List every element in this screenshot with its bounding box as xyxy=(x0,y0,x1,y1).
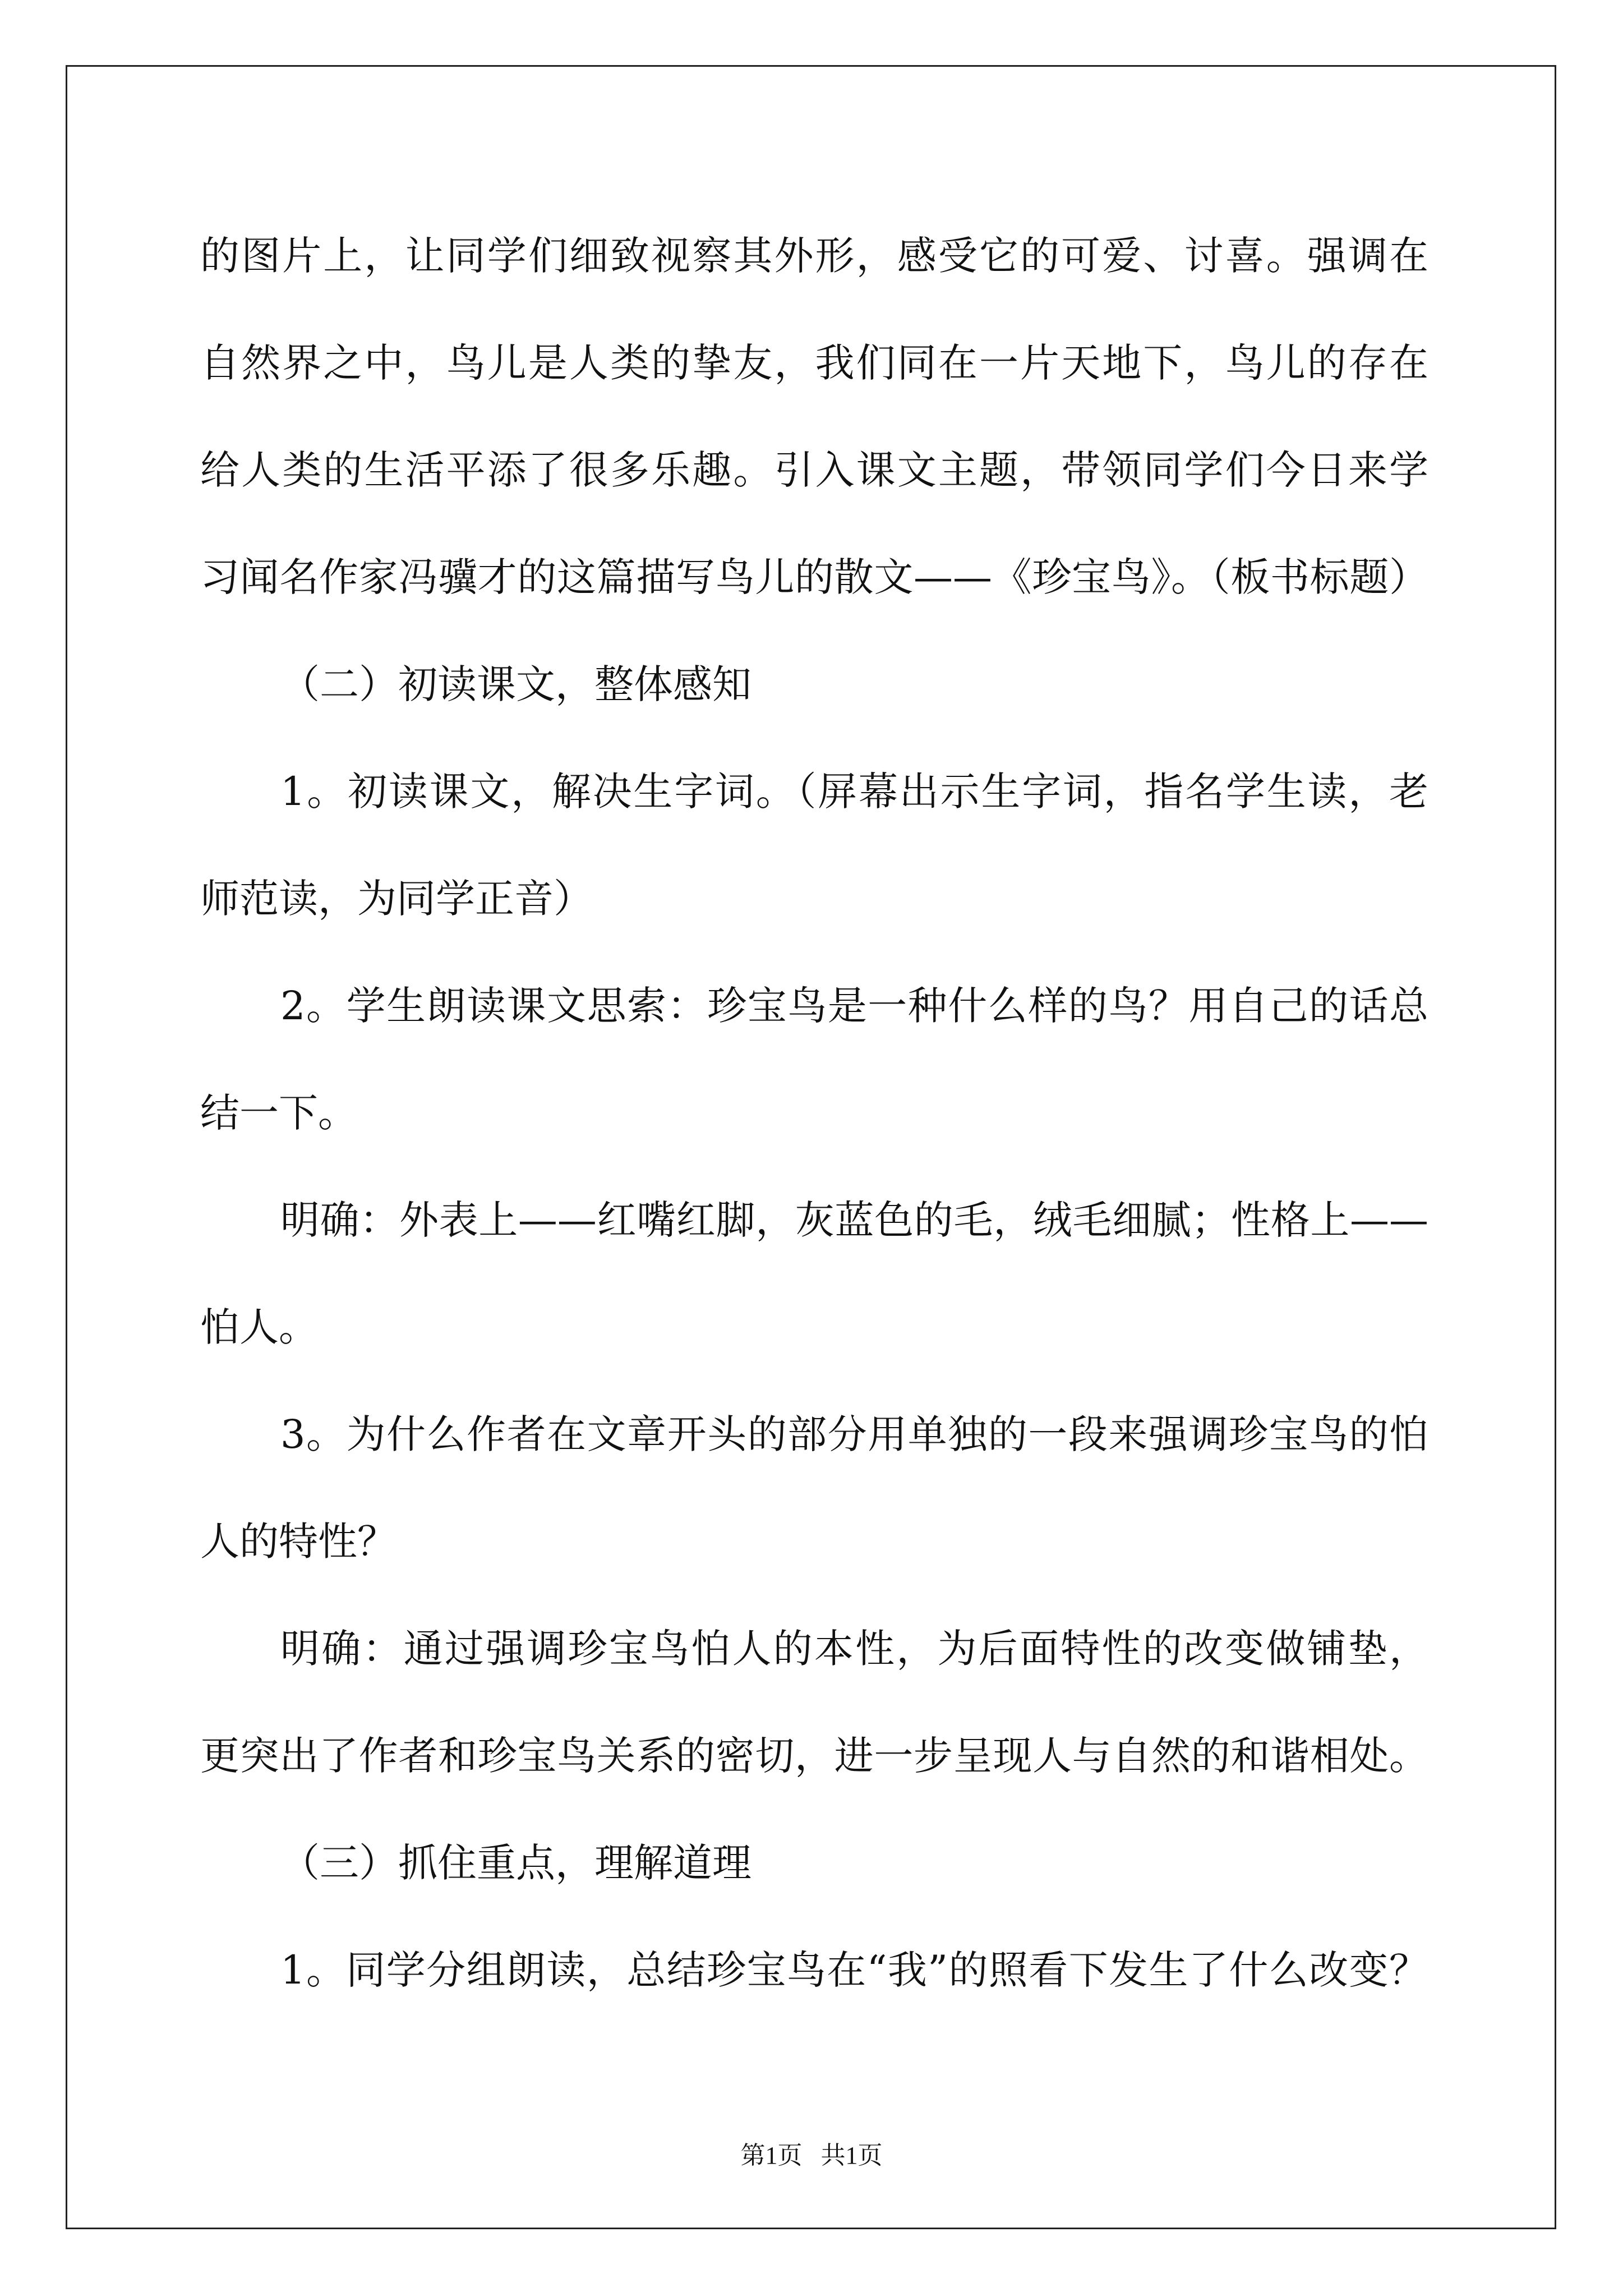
page-footer: 第1页 共1页 xyxy=(740,2142,883,2169)
body-line: 自然界之中，鸟儿是人类的挚友，我们同在一片天地下，鸟儿的存在 xyxy=(200,340,1428,386)
body-line: 更突出了作者和珍宝鸟关系的密切，进一步呈现人与自然的和谐相处。 xyxy=(200,1733,1428,1779)
body-line: 习闻名作家冯骥才的这篇描写鸟儿的散文——《珍宝鸟》。（板书标题） xyxy=(200,554,1428,600)
body-line: 人的特性？ xyxy=(200,1519,396,1565)
body-line: 1。同学分组朗读，总结珍宝鸟在“我”的照看下发生了什么改变？ xyxy=(280,1947,1428,1993)
body-line: 明确：通过强调珍宝鸟怕人的本性，为后面特性的改变做铺垫， xyxy=(280,1626,1428,1672)
body-line: 给人类的生活平添了很多乐趣。引入课文主题，带领同学们今日来学 xyxy=(200,447,1428,493)
body-line: 怕人。 xyxy=(200,1304,318,1350)
body-line: 的图片上，让同学们细致视察其外形，感受它的可爱、讨喜。强调在 xyxy=(200,233,1428,279)
section-heading: （二）初读课文，整体感知 xyxy=(280,661,751,707)
body-line: 2。学生朗读课文思索：珍宝鸟是一种什么样的鸟？用自己的话总 xyxy=(280,983,1428,1029)
body-line: 结一下。 xyxy=(200,1090,357,1136)
section-heading: （三）抓住重点，理解道理 xyxy=(280,1840,751,1886)
body-line: 师范读，为同学正音） xyxy=(200,876,593,922)
body-line: 1。初读课文，解决生字词。（屏幕出示生字词，指名学生读，老 xyxy=(280,769,1428,815)
body-line: 3。为什么作者在文章开头的部分用单独的一段来强调珍宝鸟的怕 xyxy=(280,1411,1428,1457)
body-line: 明确：外表上——红嘴红脚，灰蓝色的毛，绒毛细腻；性格上—— xyxy=(280,1197,1428,1243)
